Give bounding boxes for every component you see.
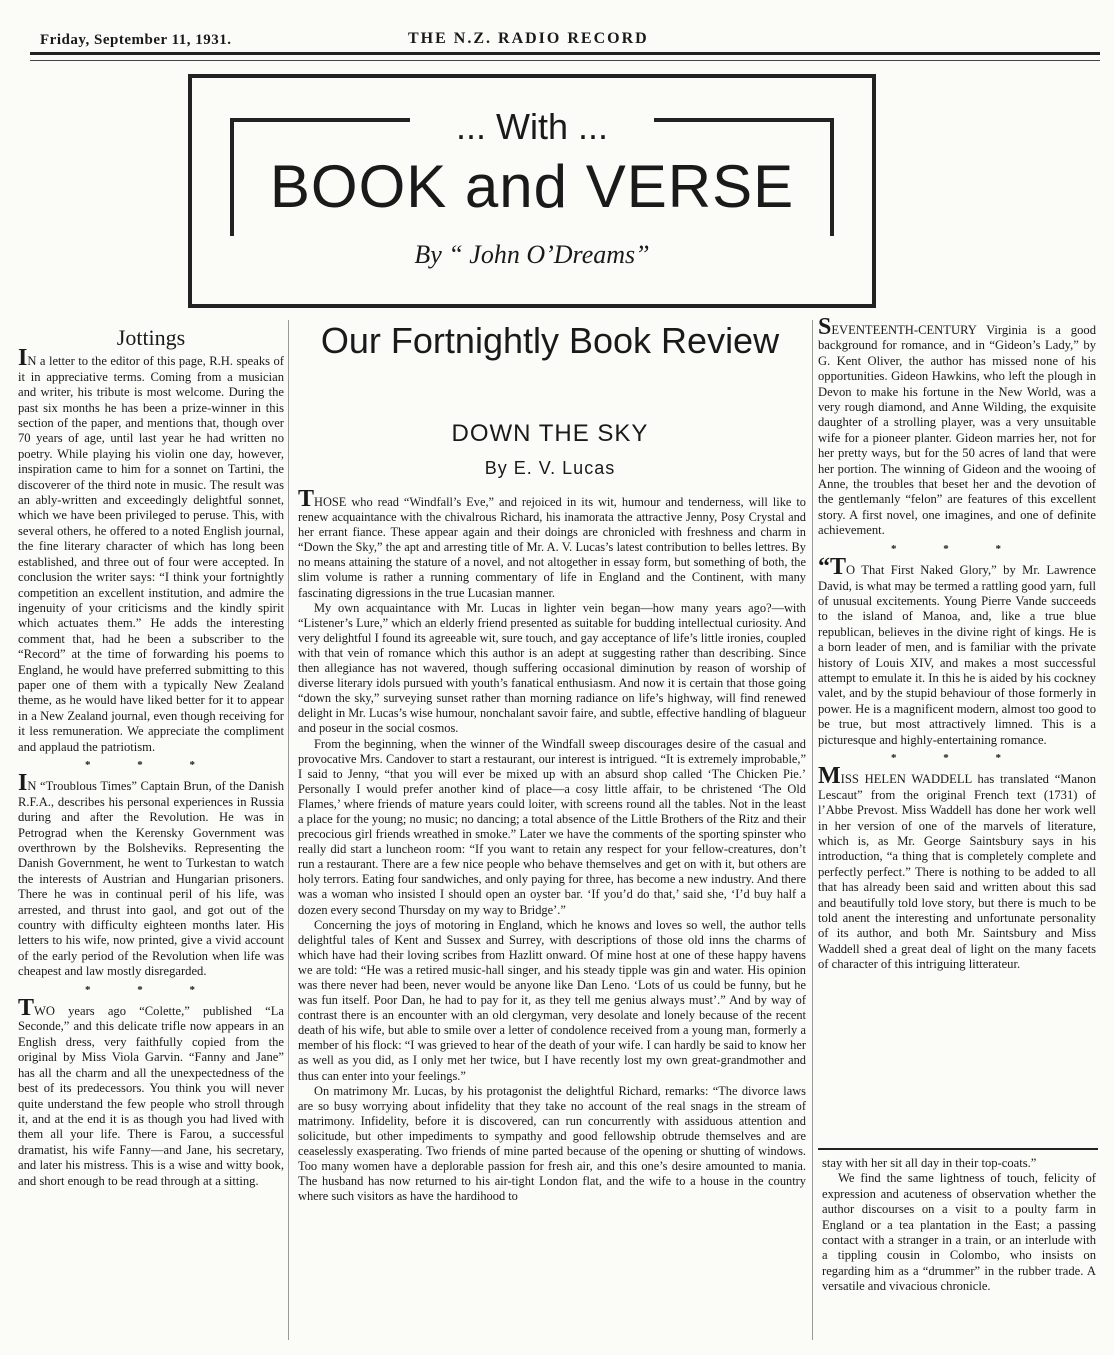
review-paragraph: THOSE who read “Windfall’s Eve,” and rejoiced in its wit, humour and tenderness, will like to renew acquaintance with the chivalrous Richard, his inamorata the attractive Jenny, Posy Crystal and her errant fiance. These appear again and their doings are chronicled with freshness and charm in “Down the Sky,” the apt and arresting title of Mr. A. V. Lucas’s latest contribution to belles lettres. By no means attaining the stature of a novel, and not altogether in essay form, but something of both, the slim volume is rather a running commentary of life in England and the Continent, with many fascinating digressions in the true Lucasian manner.	[298, 486, 806, 600]
review-heading: Our Fortnightly Book Review	[320, 320, 780, 361]
right-paragraph: MISS HELEN WADDELL has translated “Manon Lescaut” from the original French text (1731) of l’Abbe Prevost. Miss Waddell has done her work well in her version of one of the marvels of literature, which is, as Mr. George Saintsbury says in his introduction, “a thing that is completely complete and perfectly perfect.” There is nothing to be added to all that has already been said and written about this sad and beautifully told love story, but there is much to be told anent the interesting and unfortunate personality of its author, and both Mr. Saintsbury and Miss Waddell shed a great deal of light on the many facets of character of this intriguing litterateur.	[818, 763, 1096, 972]
review-paragraph: On matrimony Mr. Lucas, by his protagonist the delightful Richard, remarks: “The divorce laws are so busy worrying about infidelity that they take no account of the real snags in the stream of matrimony. Infidelity, before it is discovered, can run concurrently with assiduous attention and solicitude, but other impediments to sympathy and good fellowship obtrude themselves and are ceaselessly exasperating. Two friends of mine parted because of the opening or shutting of windows. Too many women have a deplorable passion for fresh air, and this one’s desire amounted to mania. The husband has now returned to his air-tight London flat, and the wife to a house in the country where such visitors as have the hardihood to	[298, 1083, 806, 1204]
top-rule	[30, 52, 1100, 55]
right-paragraph: “TO That First Naked Glory,” by Mr. Lawrence David, is what may be termed a rattling good yarn, full of unusual excitements. Young Pierre Vande succeeds to the island of Manoa, and, like a true blue republican, believes in the divine right of kings. He is a born leader of men, and is familiar with the private history of Louis XIV, and makes a most successful attempt to emulate it. In this he is aided by his cockney valet, and by the stupid behaviour of those formerly in power. He is a magnificent modern, almost too good to be true, but most attractively limned. This is a picturesque and highly-entertaining romance.	[818, 554, 1096, 747]
column-divider-right	[812, 320, 813, 1340]
continued-paragraph: We find the same lightness of touch, felicity of expression and acuteness of observation whether the author discourses on a visit to a poulty farm in England or a tea plantation in the East; a passing contact with a stranger in a train, or an interlude with a tippling cousin in Colombo, who insists on regarding him as a “drummer” in the rubber trade. A versatile and vivacious chronicle.	[822, 1171, 1096, 1294]
right-column-continued	[822, 1156, 1096, 1295]
jottings-paragraph: IN “Troublous Times” Captain Brun, of the Danish R.F.A., describes his personal experiences in Russia during and after the Revolution. He was in Petrograd when the Kerensky Government was overthrown by the Bolsheviks. Representing the Danish Government, he went to Turkestan to watch the interests of Austrian and Hungarian prisoners. There he was in continual peril of his life, was arrested, and thrust into gaol, and got out of the country with difficulty eighteen months later. His letters to his wife, now printed, give a vivid account of the early period of the Revolution when life was cheapest and law mostly disregarded.	[18, 770, 284, 979]
section-stars: * * *	[85, 983, 217, 996]
right-column-rule	[818, 1148, 1098, 1150]
banner-with: ... With ...	[455, 106, 608, 147]
jottings-column	[18, 325, 284, 1189]
jottings-paragraph: TWO years ago “Colette,” published “La Seconde,” and this delicate trifle now appears in an English dress, very faithfully copied from the original by Miss Viola Garvin. “Fanny and Jane” has all the charm and all the unexpectedness of the best of its predecessors. You think you will never quite understand the few people who stroll through it, and at the end it is as though you had lived with them all your life. There is Farou, a successful dramatist, his wife Fanny—and Jane, his secretary, and later his mistress. This is a wise and witty book, and short enough to be read through at a sitting.	[18, 995, 284, 1188]
review-book-title: DOWN THE SKY	[451, 420, 649, 447]
banner-byline: By “ John O’Dreams”	[414, 240, 650, 269]
section-stars: * * *	[891, 751, 1023, 764]
banner	[188, 74, 876, 308]
review-paragraph: Concerning the joys of motoring in England, which he knows and loves so well, the author tells delightful tales of Kent and Sussex and Surrey, with descriptions of those old inns the charms of which have had their loving scribes from Hazlitt onward. Of mine host at one of these happy havens we are told: “He was a retired music-hall singer, and his steady tipple was gin and water. His opinion was there never had been, never would be anyone like Dan Leno. ‘Lots of us could be funny, but he was fun itself. Poor Dan, he had to pay for it, as they tell me genius always must’.” And by way of contrast there is an encounter with an old clergyman, very desolate and lonely because of the recent death of his wife, but able to smile over a letter of condolence received from a young man, formerly a member of his flock: “I was grieved to hear of the death of your wife. I can hardly be said to know her as well as you did, as I only met her twice, but I have recently lost my own great-grandmother and thus can enter into your feelings.”	[298, 917, 806, 1083]
top-rule-thin	[30, 60, 1100, 61]
jottings-paragraph: IN a letter to the editor of this page, R.H. speaks of it in appreciative terms. Coming from a musician and writer, his tribute is most welcome. During the past six months he has been a prize-winner in this section of the paper, and mentions that, though over 70 years of age, until last year he had written no poetry. While playing his violin one day, however, inspiration came to him for a sonnet on Tartini, the discoverer of the third note in music. The result was an ably-written and exceedingly delightful sonnet, which we have been privileged to peruse. This, with several others, he offered to a noted English journal, the fine literary character of which has long been established, and three out of four were accepted. In conclusion the writer says: “I think your fortnightly competition an excellent institution, and admire the ingenuity of your criticisms and the kindly spirit which actuates them.” He adds the interesting comment that, had he been a subscriber to the “Record” at the time of forwarding his poems to England, he would have preferred submitting to this paper one of them with a typically New Zealand theme, as he would have liked better for it to appear in a New Zealand journal, even though receiving for it less remuneration. We appreciate the compliment and applaud the patriotism.	[18, 345, 284, 754]
continued-paragraph: stay with her sit all day in their top-coats.”	[822, 1156, 1037, 1170]
review-author: By E. V. Lucas	[484, 458, 616, 478]
jottings-heading: Jottings	[116, 325, 186, 350]
publication-title: THE N.Z. RADIO RECORD	[408, 30, 649, 47]
section-stars: * * *	[891, 542, 1023, 555]
banner-title: BOOK and VERSE	[269, 153, 795, 220]
right-paragraph: SEVENTEENTH-CENTURY Virginia is a good background for romance, and in “Gideon’s Lady,” by G. Kent Oliver, the author has missed none of his opportunities. Gideon Hawkins, who left the plough in Devon to make his fortune in the New World, was a very rough diamond, and Anne Wilding, the exquisite daughter of a strolling player, was a very unsuitable wife for a pioneer planter. Gideon marries her, not for her pretty ways, but for the 50 acres of land that were her portion. The winning of Gideon and the wooing of Anne, the troubles that beset her and the devotion of the gentlemanly “felon” are features of this excellent story. A first novel, one imagines, and one of definite achievement.	[818, 314, 1096, 538]
column-divider-left	[288, 320, 289, 1340]
right-column	[818, 314, 1096, 973]
section-stars: * * *	[85, 758, 217, 771]
review-column	[298, 486, 806, 1204]
review-paragraph: My own acquaintance with Mr. Lucas in lighter vein began—how many years ago?—with “Listener’s Lure,” which an elderly friend presented as suitable for budding intellectual curiosity. And very delightful I found its agreeable wit, sure touch, and gay acceptance of life’s little ironies, coupled with that vein of romance which this author is an adept at suggesting rather than describing. Since then allegiance has not wavered, though suffering occasional diminution by reason of worship of diverse literary idols pursued with youth’s fanatical enthusiasm. And now it is certain that those going “down the sky,” surveying sunset rather than morning radiance on life’s highway, will find renewed delight in Mr. Lucas’s wise humour, nonchalant savoir faire, and subtle, effective handling of blagueur and poseur in the social cosmos.	[298, 600, 806, 736]
review-paragraph: From the beginning, when the winner of the Windfall sweep discourages desire of the casual and provocative Mrs. Candover to start a restaurant, our interest is intrigued. “It is extremely improbable,” I said to Jenny, “that you will ever be mixed up with an absurd shop called ‘The Chicken Pie.’ Personally I would prefer another kind of place—a cosy little affair, to be christened ‘The Old Flames,’ where friends of mature years could loiter, with screens round all the tables. Not in the least a place for the young; no music; no dancing; a total absence of the Little Brothers of the Ritz and their precocious girl friends wreathed in smoke.” Later we have the comments of the sporting spinster who really did start a luncheon room: “If you want to retain any respect for your fellow-creatures, don’t run a restaurant. There are a few nice people who behave themselves and get on with it, but others are holy terrors. Eating four sandwiches, and only paying for three, has become a new industry. And there was a woman who insisted I should open an oyster bar. ‘If you’d do that,’ said she, ‘I’d buy half a dozen every second Thursday on my way to Bridge’.”	[298, 736, 806, 917]
masthead-date: Friday, September 11, 1931.	[40, 32, 232, 48]
